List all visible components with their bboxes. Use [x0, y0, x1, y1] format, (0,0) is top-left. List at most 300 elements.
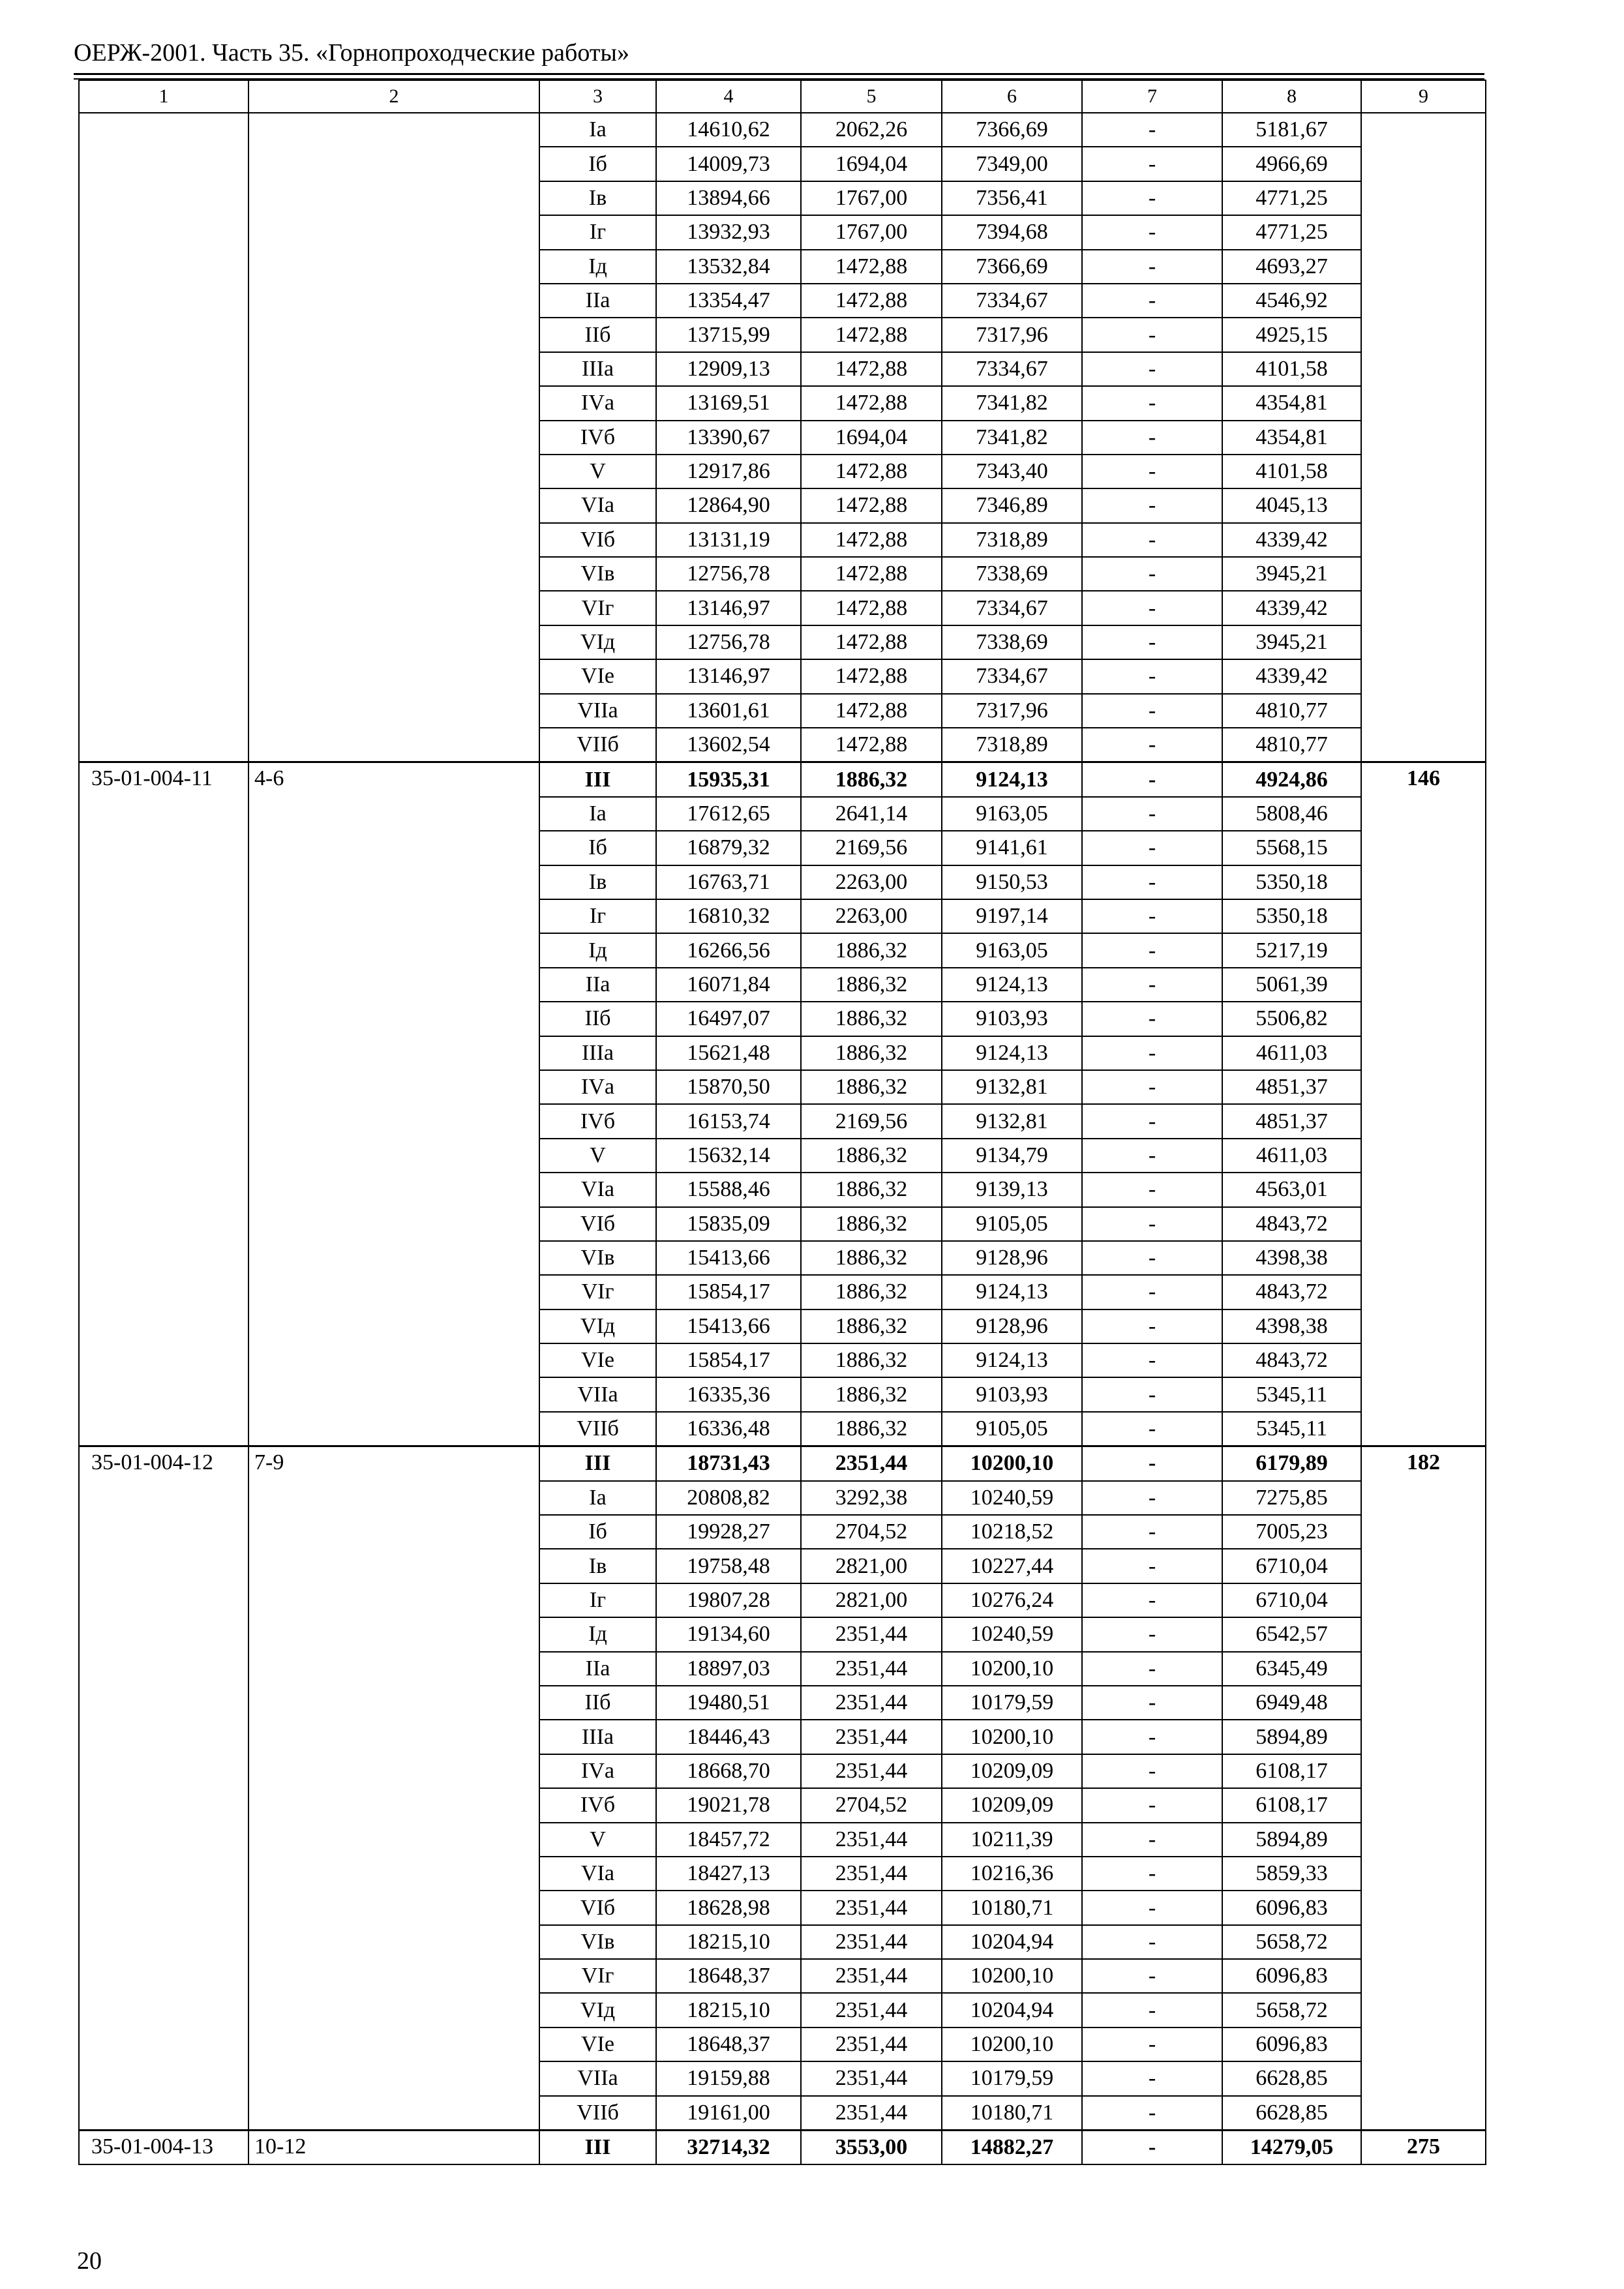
column-number: 4 [656, 80, 801, 113]
category-cell: VIа [539, 488, 656, 522]
machines-cell: 10240,59 [942, 1481, 1082, 1515]
category-cell: VIд [539, 625, 656, 659]
category-cell: Iа [539, 797, 656, 831]
total-cost-cell: 16879,32 [656, 831, 801, 865]
wages-cell: 2351,44 [801, 1686, 942, 1720]
page-header-title: ОЕРЖ-2001. Часть 35. «Горнопроходческие работы» [74, 39, 629, 67]
machines-cell: 10200,10 [942, 1446, 1082, 1481]
materials-cell: 5345,11 [1222, 1377, 1361, 1411]
materials-cell: 6096,83 [1222, 1959, 1361, 1993]
category-cell: Iв [539, 865, 656, 899]
total-cost-cell: 16810,32 [656, 899, 801, 933]
category-cell: VIб [539, 1207, 656, 1241]
materials-cell: 5658,72 [1222, 1925, 1361, 1959]
total-cost-cell: 15621,48 [656, 1036, 801, 1070]
wages-cell: 2169,56 [801, 831, 942, 865]
driver-wages-cell: - [1082, 1515, 1222, 1549]
materials-cell: 5217,19 [1222, 933, 1361, 967]
total-cost-cell: 13602,54 [656, 728, 801, 762]
materials-cell: 6108,17 [1222, 1754, 1361, 1788]
materials-cell: 7275,85 [1222, 1481, 1361, 1515]
machines-cell: 7317,96 [942, 318, 1082, 352]
table-row [79, 113, 1486, 147]
machines-cell: 7334,67 [942, 352, 1082, 386]
materials-cell: 4966,69 [1222, 147, 1361, 181]
driver-wages-cell: - [1082, 1343, 1222, 1377]
machines-cell: 10200,10 [942, 1959, 1082, 1993]
driver-wages-cell: - [1082, 1070, 1222, 1104]
wages-cell: 2351,44 [801, 1823, 942, 1857]
materials-cell: 4843,72 [1222, 1207, 1361, 1241]
wages-cell: 2351,44 [801, 1857, 942, 1891]
driver-wages-cell: - [1082, 1036, 1222, 1070]
category-cell: Iв [539, 181, 656, 215]
materials-cell: 6179,89 [1222, 1446, 1361, 1481]
driver-wages-cell: - [1082, 386, 1222, 420]
total-cost-cell: 13894,66 [656, 181, 801, 215]
column-number: 7 [1082, 80, 1222, 113]
total-cost-cell: 18648,37 [656, 1959, 801, 1993]
category-cell: V [539, 1823, 656, 1857]
driver-wages-cell: - [1082, 1652, 1222, 1686]
category-cell: VIв [539, 1925, 656, 1959]
wages-cell: 1886,32 [801, 933, 942, 967]
total-cost-cell: 19928,27 [656, 1515, 801, 1549]
materials-cell: 5894,89 [1222, 1720, 1361, 1754]
category-cell: V [539, 1139, 656, 1173]
wages-cell: 1472,88 [801, 284, 942, 318]
machines-cell: 9150,53 [942, 865, 1082, 899]
machines-cell: 10179,59 [942, 1686, 1082, 1720]
materials-cell: 5345,11 [1222, 1412, 1361, 1446]
materials-cell: 4810,77 [1222, 728, 1361, 762]
driver-wages-cell: - [1082, 1412, 1222, 1446]
materials-cell: 5859,33 [1222, 1857, 1361, 1891]
machines-cell: 10204,94 [942, 1993, 1082, 2027]
materials-cell: 4354,81 [1222, 421, 1361, 455]
machines-cell: 9141,61 [942, 831, 1082, 865]
driver-wages-cell: - [1082, 865, 1222, 899]
driver-wages-cell: - [1082, 1686, 1222, 1720]
total-cost-cell: 13932,93 [656, 215, 801, 249]
machines-cell: 7341,82 [942, 421, 1082, 455]
category-cell: Iд [539, 933, 656, 967]
machines-cell: 9124,13 [942, 1343, 1082, 1377]
driver-wages-cell: - [1082, 1481, 1222, 1515]
category-cell: IIб [539, 1002, 656, 1036]
machines-cell: 10180,71 [942, 2096, 1082, 2131]
rate-code-cell [79, 113, 248, 762]
driver-wages-cell: - [1082, 2131, 1222, 2165]
wages-cell: 1472,88 [801, 694, 942, 728]
category-cell: IIIа [539, 352, 656, 386]
materials-cell: 4398,38 [1222, 1241, 1361, 1275]
wages-cell: 2351,44 [801, 2061, 942, 2095]
driver-wages-cell: - [1082, 2061, 1222, 2095]
category-cell: VIе [539, 1343, 656, 1377]
machines-cell: 10209,09 [942, 1754, 1082, 1788]
driver-wages-cell: - [1082, 318, 1222, 352]
wages-cell: 2821,00 [801, 1583, 942, 1617]
total-cost-cell: 13601,61 [656, 694, 801, 728]
driver-wages-cell: - [1082, 113, 1222, 147]
wages-cell: 1886,32 [801, 1412, 942, 1446]
driver-wages-cell: - [1082, 1139, 1222, 1173]
column-number: 3 [539, 80, 656, 113]
wages-cell: 3553,00 [801, 2131, 942, 2165]
machines-cell: 10211,39 [942, 1823, 1082, 1857]
total-cost-cell: 18446,43 [656, 1720, 801, 1754]
materials-cell: 4851,37 [1222, 1070, 1361, 1104]
machines-cell: 7334,67 [942, 284, 1082, 318]
machines-cell: 10227,44 [942, 1549, 1082, 1583]
wages-cell: 2641,14 [801, 797, 942, 831]
materials-cell: 4611,03 [1222, 1139, 1361, 1173]
machines-cell: 14882,27 [942, 2131, 1082, 2165]
page-number: 20 [77, 2247, 102, 2275]
category-cell: VIб [539, 1891, 656, 1924]
machines-cell: 7346,89 [942, 488, 1082, 522]
column-number: 6 [942, 80, 1082, 113]
driver-wages-cell: - [1082, 762, 1222, 797]
materials-cell: 6710,04 [1222, 1549, 1361, 1583]
category-cell: VIIа [539, 2061, 656, 2095]
driver-wages-cell: - [1082, 933, 1222, 967]
category-cell: VIв [539, 1241, 656, 1275]
materials-cell: 3945,21 [1222, 557, 1361, 591]
total-cost-cell: 12917,86 [656, 455, 801, 488]
wages-cell: 2169,56 [801, 1104, 942, 1138]
materials-cell: 7005,23 [1222, 1515, 1361, 1549]
driver-wages-cell: - [1082, 557, 1222, 591]
materials-cell: 4339,42 [1222, 523, 1361, 557]
wages-cell: 1886,32 [801, 1377, 942, 1411]
machines-cell: 7334,67 [942, 591, 1082, 625]
total-cost-cell: 18668,70 [656, 1754, 801, 1788]
machines-cell: 9128,96 [942, 1241, 1082, 1275]
total-cost-cell: 20808,82 [656, 1481, 801, 1515]
category-cell: VIг [539, 1275, 656, 1309]
table-row [79, 1446, 1486, 1481]
materials-cell: 6345,49 [1222, 1652, 1361, 1686]
category-cell: III [539, 762, 656, 797]
wages-cell: 1472,88 [801, 386, 942, 420]
machines-cell: 9103,93 [942, 1002, 1082, 1036]
driver-wages-cell: - [1082, 1720, 1222, 1754]
wages-cell: 1886,32 [801, 968, 942, 1002]
thickness-cell: 7-9 [248, 1446, 539, 2131]
category-cell: Iа [539, 113, 656, 147]
category-cell: VIа [539, 1857, 656, 1891]
table-row [79, 762, 1486, 797]
materials-cell: 5658,72 [1222, 1993, 1361, 2027]
driver-wages-cell: - [1082, 659, 1222, 693]
wages-cell: 1472,88 [801, 728, 942, 762]
category-cell: IIа [539, 968, 656, 1002]
category-cell: IVа [539, 1070, 656, 1104]
category-cell: VIIб [539, 2096, 656, 2131]
driver-wages-cell: - [1082, 968, 1222, 1002]
total-cost-cell: 16336,48 [656, 1412, 801, 1446]
total-cost-cell: 19159,88 [656, 2061, 801, 2095]
materials-cell: 4851,37 [1222, 1104, 1361, 1138]
header-rule [74, 73, 1484, 75]
wages-cell: 2351,44 [801, 1754, 942, 1788]
thickness-cell: 10-12 [248, 2131, 539, 2165]
column-number: 2 [248, 80, 539, 113]
driver-wages-cell: - [1082, 694, 1222, 728]
driver-wages-cell: - [1082, 1104, 1222, 1138]
machines-cell: 10276,24 [942, 1583, 1082, 1617]
category-cell: VIг [539, 591, 656, 625]
total-cost-cell: 13146,97 [656, 659, 801, 693]
labor-norm-cell [1361, 113, 1486, 762]
category-cell: VIIб [539, 1412, 656, 1446]
category-cell: VIд [539, 1309, 656, 1343]
machines-cell: 10200,10 [942, 1720, 1082, 1754]
driver-wages-cell: - [1082, 1583, 1222, 1617]
machines-cell: 10180,71 [942, 1891, 1082, 1924]
wages-cell: 2351,44 [801, 2027, 942, 2061]
driver-wages-cell: - [1082, 1275, 1222, 1309]
total-cost-cell: 16497,07 [656, 1002, 801, 1036]
category-cell: VIд [539, 1993, 656, 2027]
materials-cell: 4101,58 [1222, 455, 1361, 488]
driver-wages-cell: - [1082, 1377, 1222, 1411]
machines-cell: 7334,67 [942, 659, 1082, 693]
machines-cell: 10204,94 [942, 1925, 1082, 1959]
machines-cell: 7366,69 [942, 250, 1082, 284]
materials-cell: 4045,13 [1222, 488, 1361, 522]
total-cost-cell: 13715,99 [656, 318, 801, 352]
driver-wages-cell: - [1082, 1857, 1222, 1891]
machines-cell: 10240,59 [942, 1617, 1082, 1651]
rate-code-cell: 35-01-004-12 [79, 1446, 248, 2131]
category-cell: IIа [539, 1652, 656, 1686]
materials-cell: 4924,86 [1222, 762, 1361, 797]
driver-wages-cell: - [1082, 250, 1222, 284]
driver-wages-cell: - [1082, 523, 1222, 557]
materials-cell: 5350,18 [1222, 899, 1361, 933]
wages-cell: 1472,88 [801, 659, 942, 693]
category-cell: VIа [539, 1173, 656, 1206]
driver-wages-cell: - [1082, 728, 1222, 762]
machines-cell: 7394,68 [942, 215, 1082, 249]
wages-cell: 1886,32 [801, 1207, 942, 1241]
machines-cell: 10179,59 [942, 2061, 1082, 2095]
materials-cell: 6628,85 [1222, 2061, 1361, 2095]
driver-wages-cell: - [1082, 1549, 1222, 1583]
driver-wages-cell: - [1082, 488, 1222, 522]
category-cell: VIIа [539, 694, 656, 728]
wages-cell: 1886,32 [801, 1173, 942, 1206]
category-cell: Iд [539, 250, 656, 284]
total-cost-cell: 18215,10 [656, 1993, 801, 2027]
wages-cell: 2351,44 [801, 1959, 942, 1993]
driver-wages-cell: - [1082, 899, 1222, 933]
rates-table [78, 80, 1486, 2165]
category-cell: Iа [539, 1481, 656, 1515]
machines-cell: 10200,10 [942, 2027, 1082, 2061]
driver-wages-cell: - [1082, 1891, 1222, 1924]
driver-wages-cell: - [1082, 455, 1222, 488]
wages-cell: 2263,00 [801, 899, 942, 933]
category-cell: VIе [539, 2027, 656, 2061]
wages-cell: 2351,44 [801, 1925, 942, 1959]
column-number-row [79, 80, 1486, 113]
category-cell: IIIа [539, 1036, 656, 1070]
wages-cell: 1767,00 [801, 181, 942, 215]
total-cost-cell: 12909,13 [656, 352, 801, 386]
total-cost-cell: 15870,50 [656, 1070, 801, 1104]
materials-cell: 6108,17 [1222, 1788, 1361, 1822]
wages-cell: 1767,00 [801, 215, 942, 249]
driver-wages-cell: - [1082, 1446, 1222, 1481]
category-cell: IIб [539, 318, 656, 352]
category-cell: IIIа [539, 1720, 656, 1754]
wages-cell: 1886,32 [801, 1241, 942, 1275]
total-cost-cell: 15835,09 [656, 1207, 801, 1241]
total-cost-cell: 19021,78 [656, 1788, 801, 1822]
machines-cell: 9124,13 [942, 968, 1082, 1002]
machines-cell: 10209,09 [942, 1788, 1082, 1822]
materials-cell: 4693,27 [1222, 250, 1361, 284]
machines-cell: 7318,89 [942, 523, 1082, 557]
wages-cell: 1694,04 [801, 421, 942, 455]
machines-cell: 9132,81 [942, 1104, 1082, 1138]
total-cost-cell: 16071,84 [656, 968, 801, 1002]
total-cost-cell: 16266,56 [656, 933, 801, 967]
materials-cell: 5181,67 [1222, 113, 1361, 147]
category-cell: Iд [539, 1617, 656, 1651]
total-cost-cell: 16335,36 [656, 1377, 801, 1411]
wages-cell: 3292,38 [801, 1481, 942, 1515]
materials-cell: 4771,25 [1222, 181, 1361, 215]
driver-wages-cell: - [1082, 284, 1222, 318]
materials-cell: 5568,15 [1222, 831, 1361, 865]
machines-cell: 7341,82 [942, 386, 1082, 420]
materials-cell: 4771,25 [1222, 215, 1361, 249]
total-cost-cell: 15588,46 [656, 1173, 801, 1206]
machines-cell: 9124,13 [942, 1036, 1082, 1070]
total-cost-cell: 18628,98 [656, 1891, 801, 1924]
total-cost-cell: 32714,32 [656, 2131, 801, 2165]
wages-cell: 1886,32 [801, 1070, 942, 1104]
materials-cell: 4398,38 [1222, 1309, 1361, 1343]
wages-cell: 2351,44 [801, 2096, 942, 2131]
materials-cell: 6949,48 [1222, 1686, 1361, 1720]
wages-cell: 1472,88 [801, 250, 942, 284]
driver-wages-cell: - [1082, 591, 1222, 625]
materials-cell: 4843,72 [1222, 1343, 1361, 1377]
total-cost-cell: 13169,51 [656, 386, 801, 420]
total-cost-cell: 13354,47 [656, 284, 801, 318]
wages-cell: 2263,00 [801, 865, 942, 899]
category-cell: IIб [539, 1686, 656, 1720]
wages-cell: 1886,32 [801, 1036, 942, 1070]
machines-cell: 7349,00 [942, 147, 1082, 181]
wages-cell: 1472,88 [801, 352, 942, 386]
machines-cell: 9139,13 [942, 1173, 1082, 1206]
driver-wages-cell: - [1082, 1002, 1222, 1036]
materials-cell: 4810,77 [1222, 694, 1361, 728]
wages-cell: 1472,88 [801, 318, 942, 352]
materials-cell: 4339,42 [1222, 659, 1361, 693]
materials-cell: 5808,46 [1222, 797, 1361, 831]
total-cost-cell: 17612,65 [656, 797, 801, 831]
machines-cell: 7317,96 [942, 694, 1082, 728]
driver-wages-cell: - [1082, 2096, 1222, 2131]
wages-cell: 2351,44 [801, 1993, 942, 2027]
driver-wages-cell: - [1082, 2027, 1222, 2061]
rate-code-cell: 35-01-004-11 [79, 762, 248, 1446]
wages-cell: 1886,32 [801, 1309, 942, 1343]
total-cost-cell: 15854,17 [656, 1275, 801, 1309]
materials-cell: 6096,83 [1222, 1891, 1361, 1924]
wages-cell: 2351,44 [801, 1617, 942, 1651]
category-cell: IVа [539, 386, 656, 420]
category-cell: VIг [539, 1959, 656, 1993]
driver-wages-cell: - [1082, 1173, 1222, 1206]
thickness-cell [248, 113, 539, 762]
wages-cell: 1886,32 [801, 762, 942, 797]
total-cost-cell: 12864,90 [656, 488, 801, 522]
wages-cell: 1886,32 [801, 1139, 942, 1173]
materials-cell: 6096,83 [1222, 2027, 1361, 2061]
driver-wages-cell: - [1082, 1959, 1222, 1993]
column-number: 5 [801, 80, 942, 113]
materials-cell: 4611,03 [1222, 1036, 1361, 1070]
driver-wages-cell: - [1082, 1823, 1222, 1857]
total-cost-cell: 15413,66 [656, 1241, 801, 1275]
total-cost-cell: 19480,51 [656, 1686, 801, 1720]
category-cell: Iб [539, 147, 656, 181]
column-number: 9 [1361, 80, 1486, 113]
materials-cell: 4339,42 [1222, 591, 1361, 625]
category-cell: VIIб [539, 728, 656, 762]
driver-wages-cell: - [1082, 831, 1222, 865]
wages-cell: 1886,32 [801, 1002, 942, 1036]
wages-cell: 1472,88 [801, 625, 942, 659]
total-cost-cell: 14009,73 [656, 147, 801, 181]
total-cost-cell: 13532,84 [656, 250, 801, 284]
materials-cell: 6542,57 [1222, 1617, 1361, 1651]
wages-cell: 1472,88 [801, 488, 942, 522]
machines-cell: 9134,79 [942, 1139, 1082, 1173]
materials-cell: 5350,18 [1222, 865, 1361, 899]
total-cost-cell: 19161,00 [656, 2096, 801, 2131]
category-cell: III [539, 1446, 656, 1481]
category-cell: Iг [539, 899, 656, 933]
machines-cell: 9124,13 [942, 1275, 1082, 1309]
materials-cell: 5061,39 [1222, 968, 1361, 1002]
category-cell: III [539, 2131, 656, 2165]
materials-cell: 4101,58 [1222, 352, 1361, 386]
thickness-cell: 4-6 [248, 762, 539, 1446]
labor-norm-cell: 146 [1361, 762, 1486, 1446]
driver-wages-cell: - [1082, 1925, 1222, 1959]
category-cell: VIе [539, 659, 656, 693]
category-cell: VIIа [539, 1377, 656, 1411]
driver-wages-cell: - [1082, 1754, 1222, 1788]
table-row [79, 2131, 1486, 2165]
total-cost-cell: 15854,17 [656, 1343, 801, 1377]
total-cost-cell: 12756,78 [656, 625, 801, 659]
rate-code-cell: 35-01-004-13 [79, 2131, 248, 2165]
wages-cell: 2704,52 [801, 1788, 942, 1822]
category-cell: IVб [539, 1104, 656, 1138]
machines-cell: 7343,40 [942, 455, 1082, 488]
